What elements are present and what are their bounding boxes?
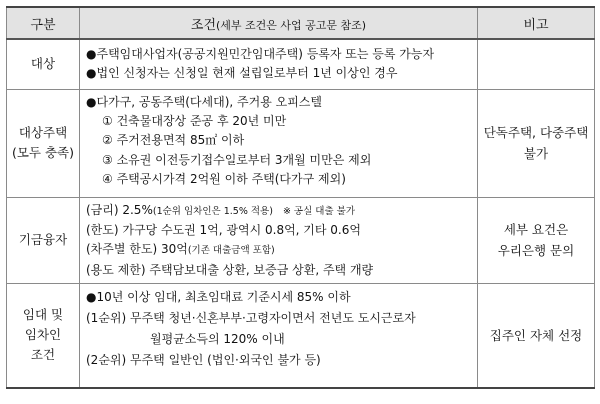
note-line: 단독주택, 다중주택 xyxy=(483,125,589,140)
category-label: 조건 xyxy=(30,347,56,363)
condition-line: ●주택임대사업자(공공지원민간임대주택) 등록자 또는 등록 가능자 xyxy=(86,47,435,61)
note-cell xyxy=(478,284,595,388)
category-cell xyxy=(7,89,80,197)
condition-line: (1순위) 무주택 청년·신혼부부·고령자이면서 전년도 도시근로자 xyxy=(86,311,416,326)
condition-line: ③ 소유권 이전등기접수일로부터 3개월 미만은 제외 xyxy=(102,152,372,167)
note-line: 세부 요건은 xyxy=(503,222,569,238)
condition-line: (2순위) 무주택 일반인 (법인·외국인 불가 등) xyxy=(86,353,321,368)
note-cell xyxy=(478,197,595,284)
note-cell xyxy=(478,39,595,89)
condition-line: ① 건축물대장상 준공 후 20년 미만 xyxy=(102,113,287,128)
conditions-cell xyxy=(80,197,478,284)
rate-extra: ※ 공실 대출 불가 xyxy=(282,205,356,217)
category-sublabel: (모두 충족) xyxy=(11,145,75,160)
note-cell xyxy=(478,89,595,197)
category-cell xyxy=(7,284,80,388)
conditions-table-wrapper xyxy=(6,6,594,389)
conditions-cell xyxy=(80,284,478,388)
category-label: 임차인 xyxy=(24,327,62,343)
table-row-fund-loan xyxy=(7,197,595,284)
conditions-cell xyxy=(80,39,478,89)
condition-line-usage: (용도 제한) 주택담보대출 상환, 보증금 상환, 주택 개량 xyxy=(86,262,374,277)
header-note: 비고 xyxy=(478,7,595,39)
category-label: 대상주택 xyxy=(18,125,68,140)
table-header-row xyxy=(7,7,595,39)
condition-line-borrower xyxy=(86,240,473,260)
rate-main: (금리) 2.5% xyxy=(86,202,153,217)
category-label: 임대 및 xyxy=(22,307,64,323)
category-cell xyxy=(7,197,80,284)
table-row-lease-tenant xyxy=(7,284,595,388)
header-conditions-sub: (세부 조건은 사업 공고문 참조) xyxy=(216,18,367,32)
category-label: 대상 xyxy=(30,56,56,72)
category-cell xyxy=(7,39,80,89)
table-row-target-housing xyxy=(7,89,595,197)
condition-line: ●다가구, 공동주택(다세대), 주거용 오피스텔 xyxy=(86,94,322,109)
rate-small: (1순위 임차인은 1.5% 적용) xyxy=(152,205,273,217)
condition-line: ●10년 이상 임대, 최초임대료 기준시세 85% 이하 xyxy=(86,290,351,305)
table-row-target xyxy=(7,39,595,89)
note-line: 우리은행 문의 xyxy=(497,243,575,259)
condition-line-limit: (한도) 가구당 수도권 1억, 광역시 0.8억, 기타 0.6억 xyxy=(86,222,361,237)
category-label: 기금융자 xyxy=(18,232,68,248)
conditions-table xyxy=(6,6,595,389)
condition-line: ●법인 신청자는 신청일 현재 설립일로부터 1년 이상인 경우 xyxy=(86,66,398,81)
header-conditions-main: 조건 xyxy=(190,17,217,33)
header-category: 구분 xyxy=(7,7,80,39)
note-line: 불가 xyxy=(523,146,549,161)
condition-line: ④ 주택공시가격 2억원 이하 주택(다가구 제외) xyxy=(102,172,346,187)
condition-line-rate xyxy=(86,201,473,221)
header-conditions xyxy=(80,7,478,39)
condition-line: ② 주거전용면적 85㎡ 이하 xyxy=(102,133,245,148)
conditions-cell xyxy=(80,89,478,197)
borrower-small: (기존 대출금액 포함) xyxy=(187,245,275,257)
condition-line: 월평균소득의 120% 이내 xyxy=(150,332,285,347)
note-line: 집주인 자체 선정 xyxy=(489,327,583,343)
borrower-main: (차주별 한도) 30억 xyxy=(86,242,188,257)
